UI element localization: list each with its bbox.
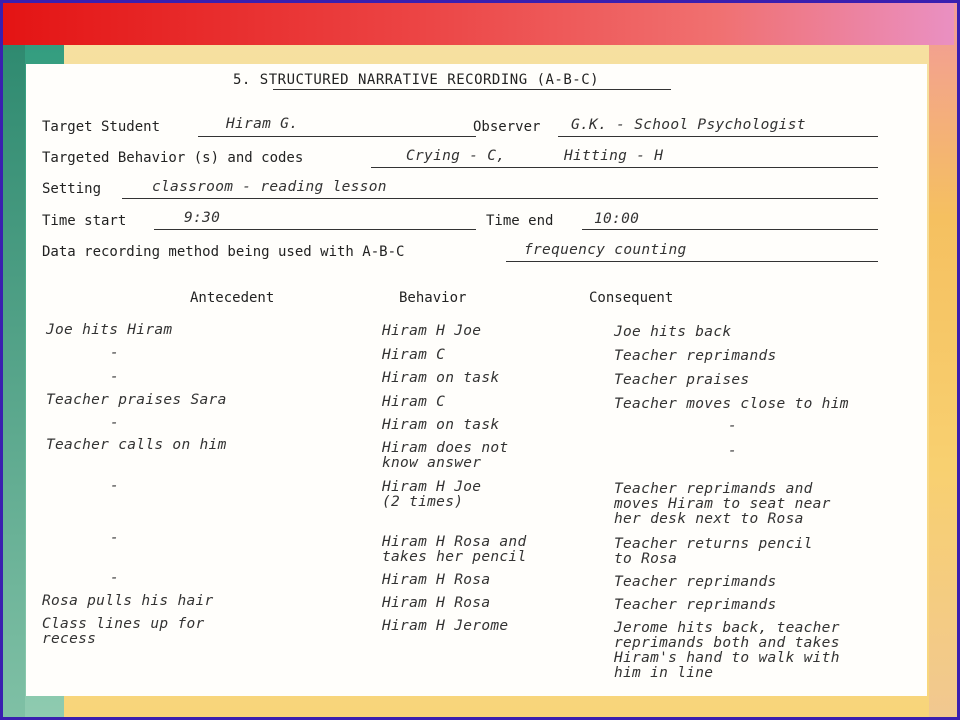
row-7-consequent: Teacher reprimands and moves Hiram to seat near her desk next to Rosa: [614, 481, 831, 527]
row-2-antecedent: -: [110, 345, 120, 361]
row-10-behavior: Hiram H Rosa: [382, 595, 491, 611]
column-header-behavior: Behavior: [399, 290, 467, 306]
row-7-antecedent: -: [110, 478, 120, 494]
row-4-antecedent: Teacher praises Sara: [46, 392, 227, 408]
time-start-value: 9:30: [184, 210, 221, 226]
method-label: Data recording method being used with A-B-C: [42, 244, 405, 260]
observer-line: [558, 136, 878, 137]
form-title: 5. STRUCTURED NARRATIVE RECORDING (A-B-C): [233, 72, 600, 88]
row-4-behavior: Hiram C: [382, 394, 446, 410]
form-document: [26, 64, 927, 696]
behavior-code-crying: Crying - C,: [406, 148, 506, 164]
row-10-consequent: Teacher reprimands: [614, 597, 777, 613]
row-6-behavior: Hiram does not know answer: [382, 440, 509, 471]
row-4-consequent: Teacher moves close to him: [614, 396, 849, 412]
row-9-behavior: Hiram H Rosa: [382, 572, 491, 588]
left-accent-strip: [3, 45, 25, 717]
row-1-consequent: Joe hits back: [614, 324, 732, 340]
row-1-behavior: Hiram H Joe: [382, 323, 482, 339]
setting-label: Setting: [42, 181, 102, 197]
row-5-antecedent: -: [110, 415, 120, 431]
observer-value: G.K. - School Psychologist: [571, 117, 806, 133]
time-start-label: Time start: [42, 213, 127, 229]
time-start-line: [154, 229, 476, 230]
row-6-antecedent: Teacher calls on him: [46, 437, 227, 453]
behavior-line: [371, 167, 878, 168]
title-underline: [273, 89, 671, 90]
target-student-line: [198, 136, 476, 137]
row-10-antecedent: Rosa pulls his hair: [42, 593, 214, 609]
row-5-consequent: -: [728, 418, 738, 434]
target-student-label: Target Student: [42, 119, 161, 135]
behavior-code-hitting: Hitting - H: [564, 148, 664, 164]
setting-value: classroom - reading lesson: [152, 179, 387, 195]
row-7-behavior: Hiram H Joe (2 times): [382, 479, 482, 510]
target-student-value: Hiram G.: [226, 116, 299, 132]
behavior-label: Targeted Behavior (s) and codes: [42, 150, 304, 166]
row-8-antecedent: -: [110, 530, 120, 546]
column-header-antecedent: Antecedent: [190, 290, 275, 306]
row-11-consequent: Jerome hits back, teacher reprimands both and takes Hiram's hand to walk with him in line: [614, 620, 840, 681]
method-line: [506, 261, 878, 262]
time-end-label: Time end: [486, 213, 554, 229]
row-2-behavior: Hiram C: [382, 347, 446, 363]
top-accent-bar: [3, 3, 954, 45]
row-9-antecedent: -: [110, 570, 120, 586]
time-end-value: 10:00: [594, 211, 640, 227]
row-2-consequent: Teacher reprimands: [614, 348, 777, 364]
setting-line: [122, 198, 878, 199]
row-6-consequent: -: [728, 443, 738, 459]
row-1-antecedent: Joe hits Hiram: [46, 322, 173, 338]
row-5-behavior: Hiram on task: [382, 417, 500, 433]
row-3-behavior: Hiram on task: [382, 370, 500, 386]
time-end-line: [582, 229, 878, 230]
right-accent-strip: [929, 3, 957, 717]
method-value: frequency counting: [524, 242, 687, 258]
row-9-consequent: Teacher reprimands: [614, 574, 777, 590]
row-8-consequent: Teacher returns pencil to Rosa: [614, 536, 813, 567]
row-3-antecedent: -: [110, 369, 120, 385]
row-8-behavior: Hiram H Rosa and takes her pencil: [382, 534, 527, 565]
row-11-antecedent: Class lines up for recess: [42, 616, 205, 647]
observer-label: Observer: [473, 119, 541, 135]
row-3-consequent: Teacher praises: [614, 372, 750, 388]
column-header-consequent: Consequent: [589, 290, 674, 306]
row-11-behavior: Hiram H Jerome: [382, 618, 509, 634]
